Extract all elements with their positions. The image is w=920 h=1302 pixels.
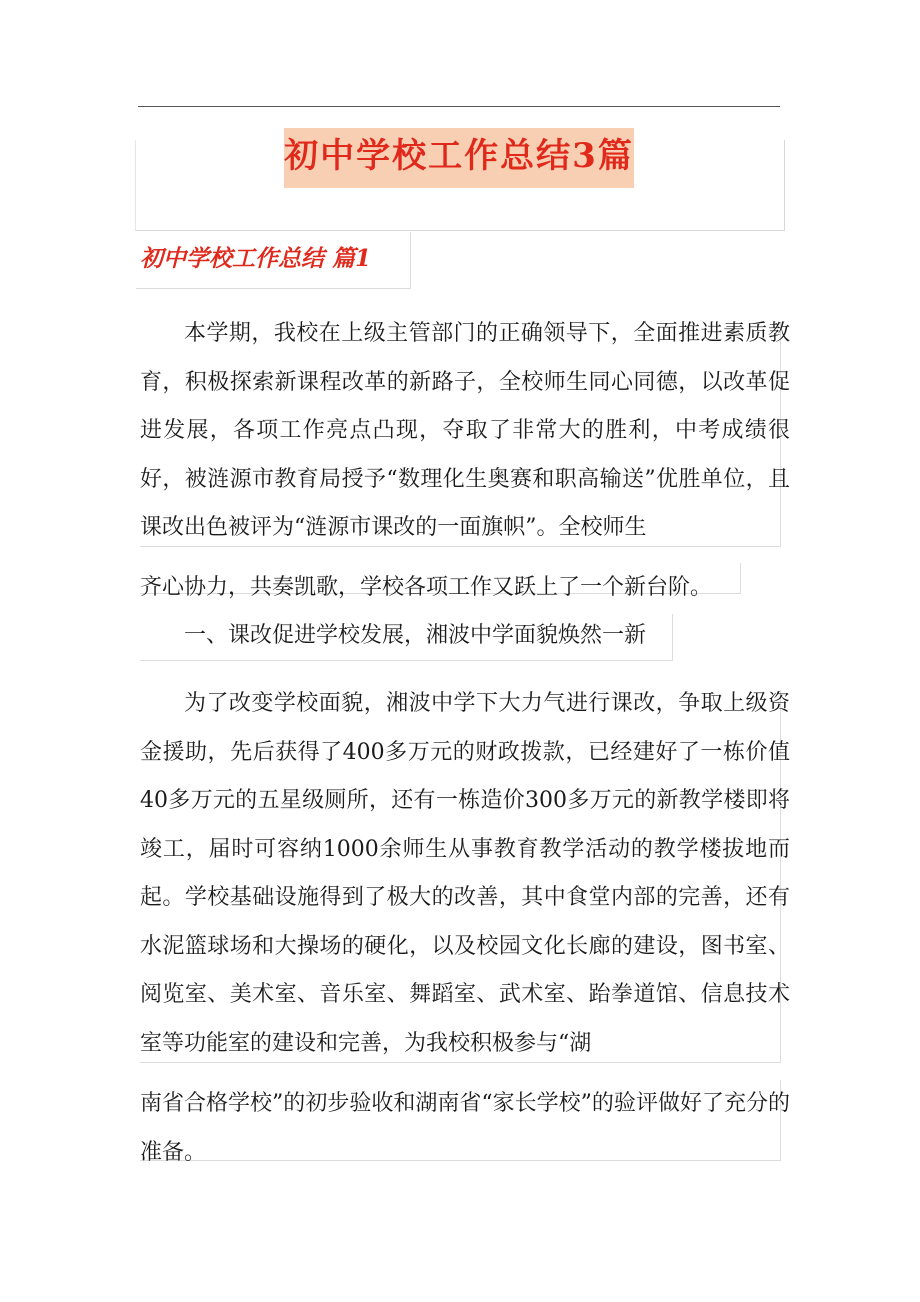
section-title: 初中学校工作总结 篇1 xyxy=(140,245,372,272)
paragraph-body-continued: 南省合格学校”的初步验收和湖南省“家长学校”的验评做好了充分的准备。 xyxy=(140,1091,790,1165)
subheading-1: 一、课改促进学校发展，湘波中学面貌焕然一新 xyxy=(184,623,647,648)
header-rule xyxy=(138,106,780,107)
paragraph-intro: 本学期，我校在上级主管部门的正确领导下，全面推进素质教育，积极探索新课程改革的新路子，全校师生同心同德，以改革促进发展，各项工作亮点凸现，夺取了非常大的胜利，中考成绩很好，被涟源市教育局授予“数理化生奥赛和职高输送”优胜单位，且课改出色被评为“涟源市课改的一面旗帜”。全校师生 xyxy=(140,321,790,540)
document-title: 初中学校工作总结3篇 xyxy=(284,128,634,188)
paragraph-body: 为了改变学校面貌，湘波中学下大力气进行课改，争取上级资金援助，先后获得了400多万元的财政拨款，已经建好了一栋价值40多万元的五星级厕所，还有一栋造价300多万元的新教学楼即将竣工，届时可容纳1000余师生从事教育教学活动的教学楼拔地而起。学校基础设施得到了极大的改善，其中食堂内部的完善，还有水泥篮球场和大操场的硬化，以及校园文化长廊的建设，图书室、阅览室、美术室、音乐室、舞蹈室、武术室、跆拳道馆、信息技术室等功能室的建设和完善，为我校积极参与“湖 xyxy=(140,691,790,1056)
paragraph-intro-continued: 齐心协力，共奏凯歌，学校各项工作又跃上了一个新台阶。 xyxy=(140,575,713,600)
